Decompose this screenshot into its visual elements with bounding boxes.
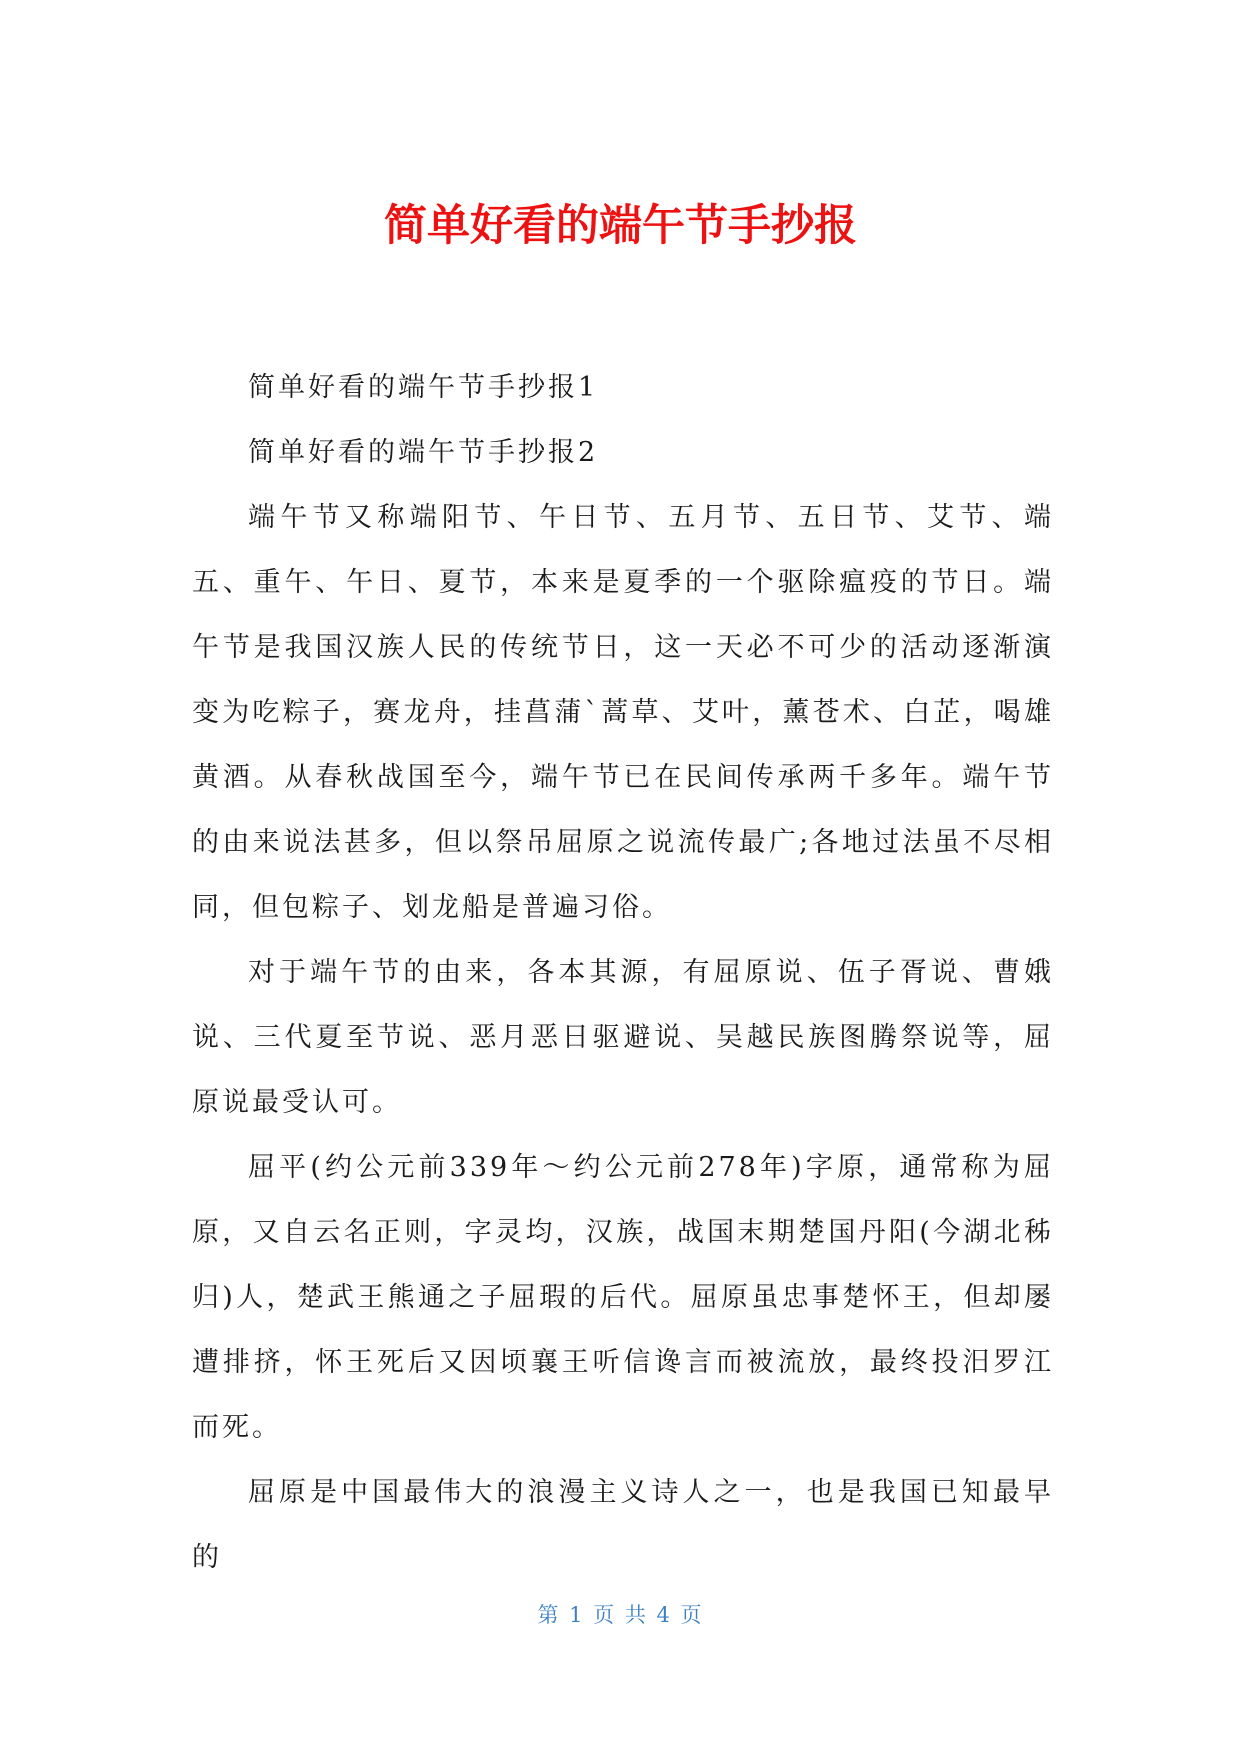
document-title: 简单好看的端午节手抄报 [384, 201, 857, 251]
paragraph-6: 屈原是中国最伟大的浪漫主义诗人之一，也是我国已知最早的 [192, 1477, 1054, 1573]
paragraph-3: 端午节又称端阳节、午日节、五月节、五日节、艾节、端五、重午、午日、夏节，本来是夏季的一个驱除瘟疫的节日。端午节是我国汉族人民的传统节日，这一天必不可少的活动逐渐演变为吃粽子，赛龙舟，挂菖蒲`蒿草、艾叶，薰苍术、白芷，喝雄黄酒。从春秋战国至今，端午节已在民间传承两千多年。端午节的由来说法甚多，但以祭吊屈原之说流传最广;各地过法虽不尽相同，但包粽子、划龙船是普遍习俗。 [192, 502, 1054, 923]
paragraph-1: 简单好看的端午节手抄报1 [248, 372, 599, 403]
paragraph-4: 对于端午节的由来，各本其源，有屈原说、伍子胥说、曹娥说、三代夏至节说、恶月恶日驱避说、吴越民族图腾祭说等，屈原说最受认可。 [192, 957, 1054, 1118]
page-footer [0, 1600, 1241, 1630]
paragraph-5: 屈平(约公元前339年～约公元前278年)字原，通常称为屈原，又自云名正则，字灵均，汉族，战国末期楚国丹阳(今湖北秭归)人，楚武王熊通之子屈瑕的后代。屈原虽忠事楚怀王，但却屡遭排挤，怀王死后又因顷襄王听信谗言而被流放，最终投汨罗江而死。 [192, 1152, 1054, 1443]
document-body [192, 355, 1054, 1590]
page-number-label: 第 1 页 共 4 页 [537, 1603, 704, 1627]
paragraph-2: 简单好看的端午节手抄报2 [248, 437, 599, 468]
